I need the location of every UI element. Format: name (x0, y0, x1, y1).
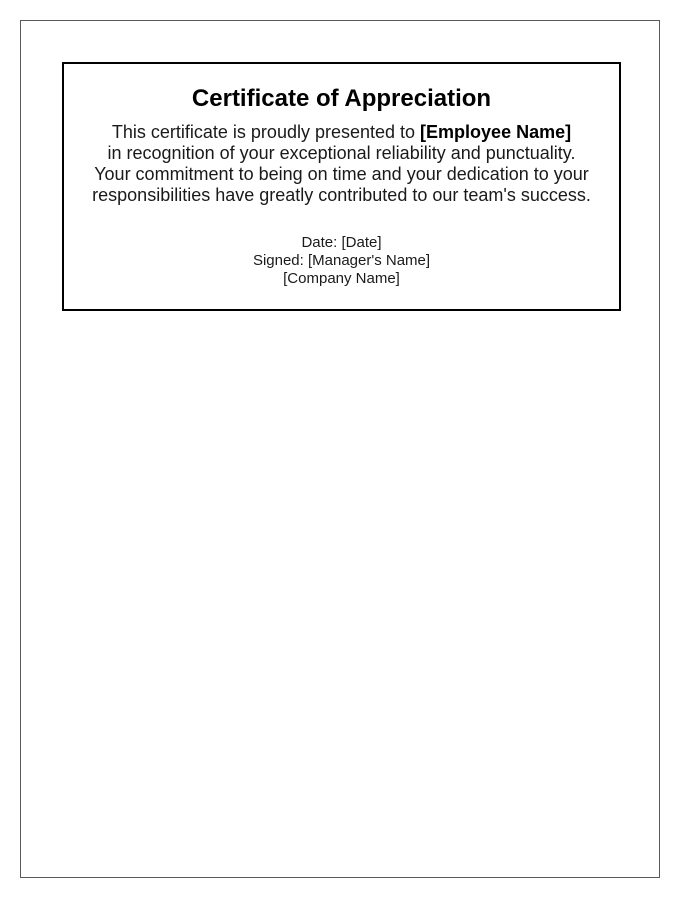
certificate-title: Certificate of Appreciation (191, 85, 492, 112)
commitment-line: Your commitment to being on time and your dedication to your (94, 164, 589, 184)
signed-line: Signed: [Manager's Name] (252, 252, 431, 269)
presentation-intro: This certificate is proudly presented to (111, 122, 421, 142)
company-line: [Company Name] (283, 270, 400, 287)
certificate-frame (62, 62, 621, 311)
contribution-line: responsibilities have greatly contributed to our team's success. (92, 185, 591, 205)
certificate-body (64, 122, 619, 206)
date-line: Date: [Date] (301, 234, 382, 251)
recognition-line: in recognition of your exceptional reliability and punctuality. (107, 143, 576, 163)
document-page (20, 20, 660, 878)
recipient-name: [Employee Name] (420, 122, 572, 142)
presentation-line (64, 122, 619, 143)
signature-block (64, 234, 619, 288)
